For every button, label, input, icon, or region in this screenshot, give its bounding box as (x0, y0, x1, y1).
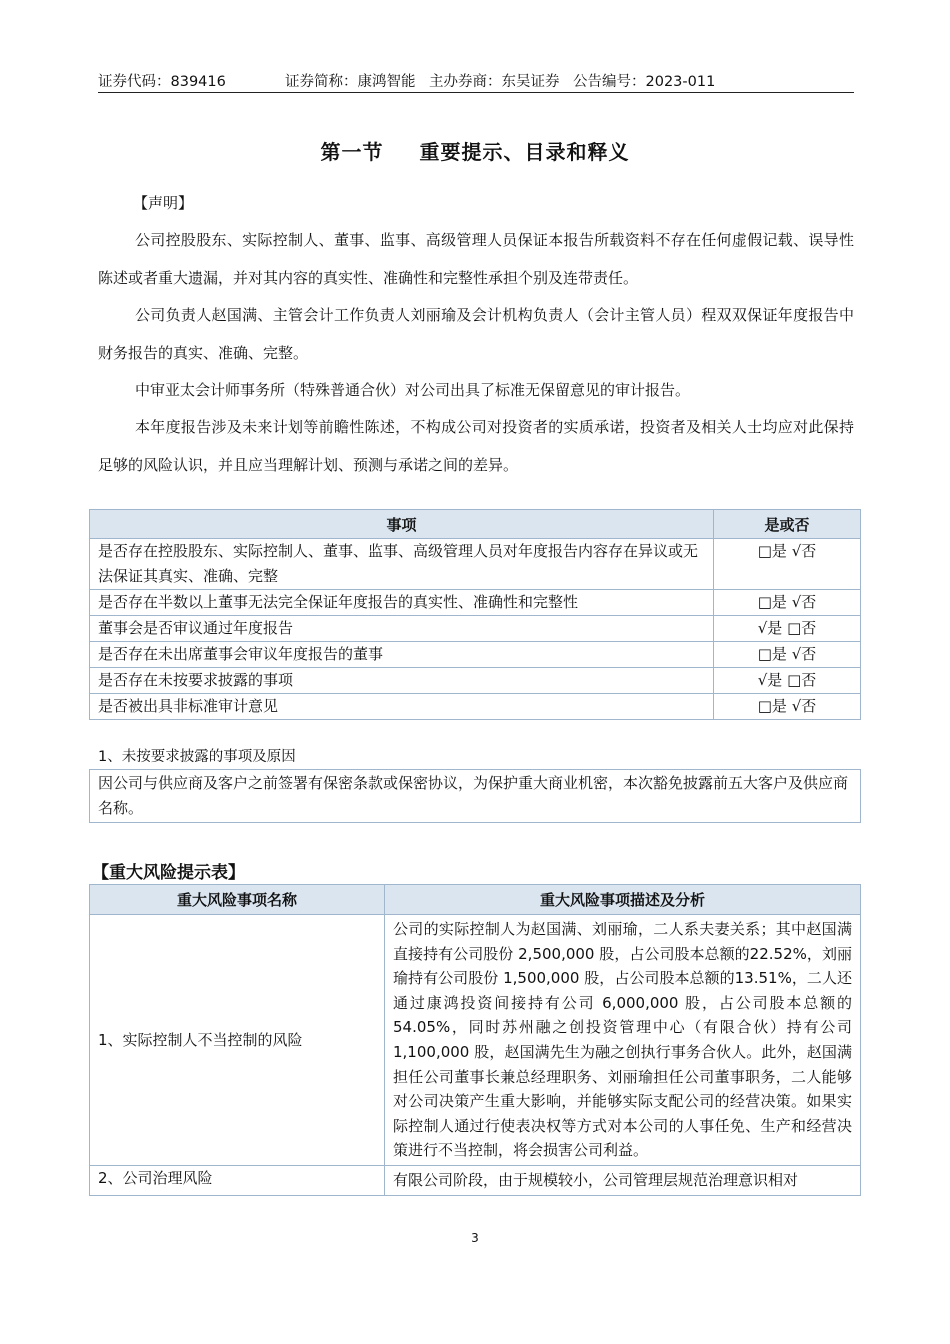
table-row (90, 616, 861, 642)
risk-table (89, 884, 861, 1196)
matter-cell: 是否存在未按要求披露的事项 (90, 668, 714, 694)
table-row (90, 668, 861, 694)
matter-cell: 是否存在半数以上董事无法完全保证年度报告的真实性、准确性和完整性 (90, 590, 714, 616)
answer-cell: □是 √否 (714, 694, 861, 720)
table-row (90, 642, 861, 668)
table-row (90, 694, 861, 720)
statement-heading: 【声明】 (133, 194, 194, 212)
risk-desc-cell: 公司的实际控制人为赵国满、刘丽瑜，二人系夫妻关系；其中赵国满直接持有公司股份 2,500,000 股，占公司股本总额的22.52%，刘丽瑜持有公司股份 1,500,000 股，占公司股本总额的13.51%，二人还通过康鸿投资间接持有公司 6,000,000 股，占公司股本总额的 54.05%，同时苏州融之创投资管理中心（有限合伙）持有公司 1,100,000 股，赵国满先生为融之创执行事务合伙人。此外，赵国满担任公司董事长兼总经理职务、刘丽瑜担任公司董事职务，二人能够对公司决策产生重大影响，并能够实际支配公司的经营决策。如果实际控制人通过行使表决权等方式对本公司的人事任免、生产和经营决策进行不当控制，将会损害公司利益。 (385, 915, 861, 1166)
table-row (90, 915, 861, 1166)
statement-paragraph: 公司控股股东、实际控制人、董事、监事、高级管理人员保证本报告所载资料不存在任何虚假记载、误导性陈述或者重大遗漏，并对其内容的真实性、准确性和完整性承担个别及连带责任。 (98, 231, 854, 287)
table-row (90, 539, 861, 590)
undisclosed-heading: 1、未按要求披露的事项及原因 (98, 749, 296, 765)
answer-cell: □是 √否 (714, 539, 861, 590)
statement-paragraph: 本年度报告涉及未来计划等前瞻性陈述，不构成公司对投资者的实质承诺，投资者及相关人士均应对此保持足够的风险认识，并且应当理解计划、预测与承诺之间的差异。 (98, 418, 854, 474)
page-number: 3 (471, 1231, 479, 1245)
undisclosed-reason-table (89, 769, 861, 823)
notice-number: 公告编号：2023-011 (573, 74, 716, 90)
risk-name-cell: 2、公司治理风险 (90, 1165, 385, 1195)
column-header-risk-desc: 重大风险事项描述及分析 (385, 885, 861, 915)
matter-cell: 是否存在未出席董事会审议年度报告的董事 (90, 642, 714, 668)
table-header-row (90, 885, 861, 915)
section-number: 第一节 (320, 140, 384, 164)
sponsor-broker: 主办券商：东吴证券 (429, 74, 560, 90)
table-header-row (90, 510, 861, 539)
section-title (0, 136, 950, 165)
column-header-risk-name: 重大风险事项名称 (90, 885, 385, 915)
table-row (90, 1165, 861, 1195)
answer-cell: √是 □否 (714, 616, 861, 642)
matter-cell: 是否存在控股股东、实际控制人、董事、监事、高级管理人员对年度报告内容存在异议或无法保证其真实、准确、完整 (90, 539, 714, 590)
statement-paragraph: 中审亚太会计师事务所（特殊普通合伙）对公司出具了标准无保留意见的审计报告。 (135, 381, 691, 399)
table-row (90, 770, 861, 823)
answer-cell: √是 □否 (714, 668, 861, 694)
answer-cell: □是 √否 (714, 590, 861, 616)
risk-desc-cell: 有限公司阶段，由于规模较小，公司管理层规范治理意识相对 (385, 1165, 861, 1195)
stock-short-name: 证券简称：康鸿智能 (285, 74, 416, 90)
section-name: 重要提示、目录和释义 (419, 140, 630, 164)
risk-table-heading: 【重大风险提示表】 (92, 863, 245, 883)
undisclosed-reason-text: 因公司与供应商及客户之前签署有保密条款或保密协议，为保护重大商业机密，本次豁免披露前五大客户及供应商名称。 (90, 770, 861, 823)
stock-code: 证券代码：839416 (98, 74, 226, 90)
table-row (90, 590, 861, 616)
matter-cell: 是否被出具非标准审计意见 (90, 694, 714, 720)
page-header (98, 68, 854, 93)
column-header-yes-no: 是或否 (714, 510, 861, 539)
answer-cell: □是 √否 (714, 642, 861, 668)
risk-name-cell: 1、实际控制人不当控制的风险 (90, 915, 385, 1166)
matters-table (89, 509, 861, 720)
statement-paragraph: 公司负责人赵国满、主管会计工作负责人刘丽瑜及会计机构负责人（会计主管人员）程双双保证年度报告中财务报告的真实、准确、完整。 (98, 306, 854, 362)
matter-cell: 董事会是否审议通过年度报告 (90, 616, 714, 642)
column-header-matter: 事项 (90, 510, 714, 539)
